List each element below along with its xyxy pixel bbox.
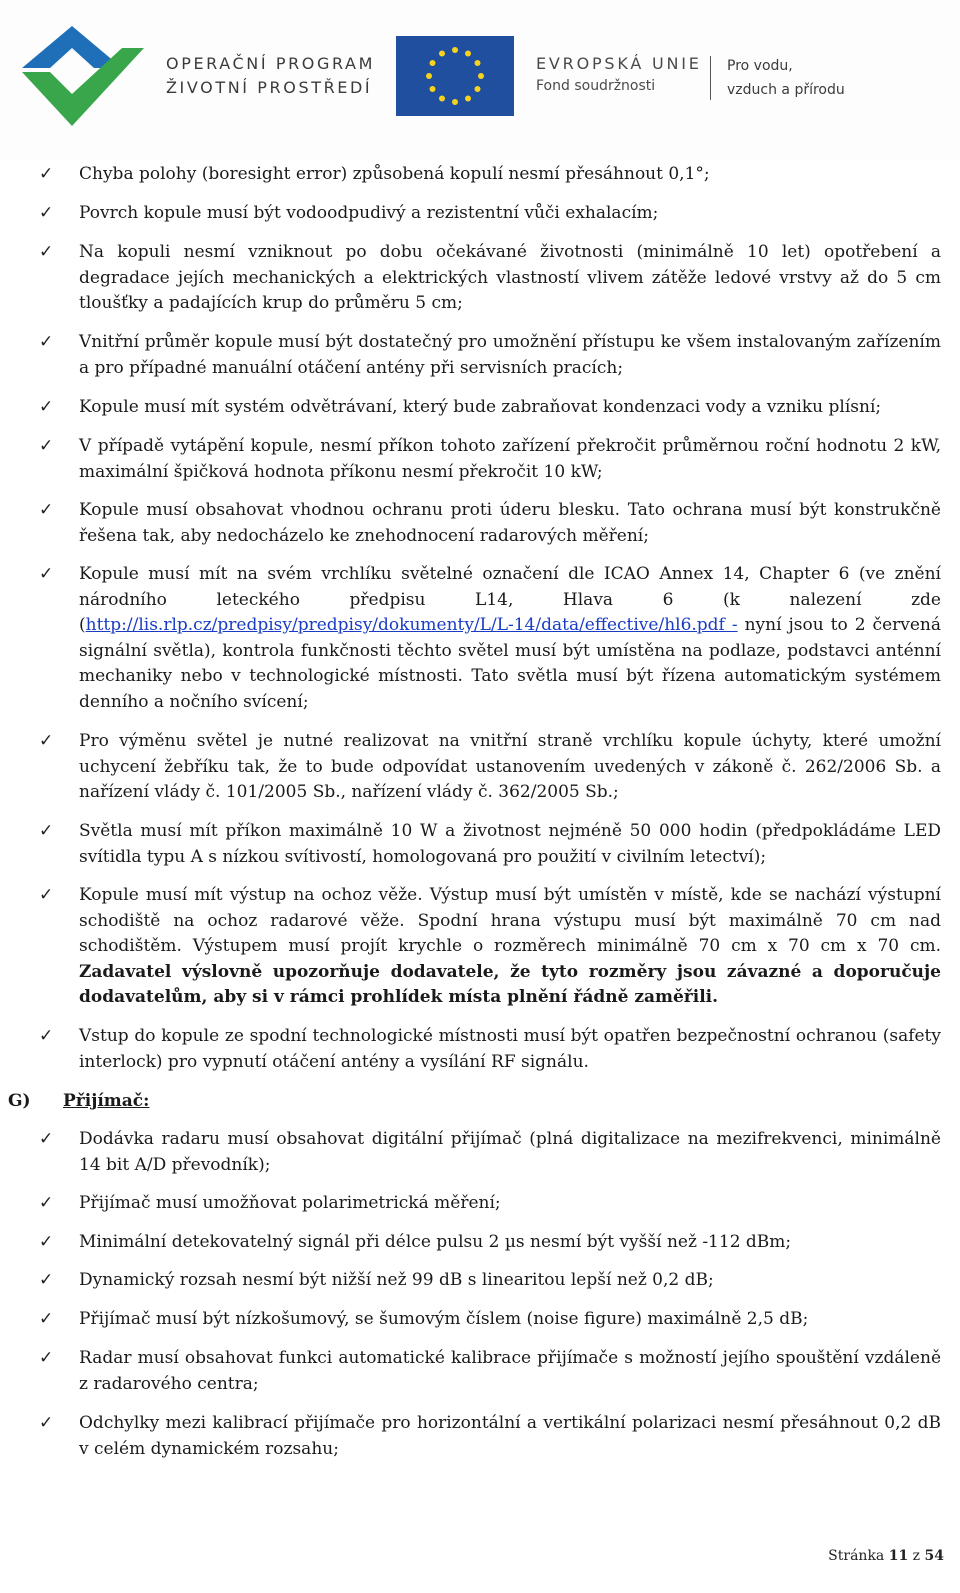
list-item: ✓ Minimální detekovatelný signál při délce pulsu 2 µs nesmí být vyšší než -112 dBm;	[79, 1230, 941, 1256]
op-program-name	[166, 52, 375, 100]
section-heading	[8, 1088, 149, 1114]
section-letter: G)	[8, 1091, 31, 1111]
checkmark-icon: ✓	[39, 164, 54, 184]
slogan	[727, 54, 845, 102]
op-zp-logo	[22, 26, 144, 126]
checkmark-icon: ✓	[39, 731, 54, 751]
eu-fund: Fond soudržnosti	[536, 78, 656, 94]
list-item: ✓ Kopule musí mít systém odvětrávaní, který bude zabraňovat kondenzaci vody a vzniku plísní;	[79, 395, 941, 421]
list-item: ✓ Na kopuli nesmí vzniknout po dobu očekávané životnosti (minimálně 10 let) opotřebení a degradace jejích mechanických a elektrických vlastností vlivem zátěže ledové vrstvy až do 5 cm tloušťky a padajících krup do průměru 5 cm;	[39, 242, 941, 313]
list-item: ✓ Pro výměnu světel je nutné realizovat na vnitřní straně vrchlíku kopule úchyty, které umožní uchycení žebříku tak, že to bude odpovídat ustanovením uvedených v zákoně č. 262/2006 Sb. a nařízení vlády č. 101/2005 Sb., nařízení vlády č. 362/2005 Sb.;	[39, 731, 941, 802]
bold-notice: Zadavatel výslovně upozorňuje dodavatele, že tyto rozměry jsou závazné a doporučuje dodavatelům, aby si v rámci prohlídek místa plnění řádně zaměřili.	[79, 961, 941, 1007]
checkmark-icon: ✓	[39, 436, 54, 456]
page-number	[828, 1548, 944, 1564]
checkmark-icon: ✓	[39, 500, 54, 520]
checkmark-icon: ✓	[39, 564, 54, 584]
checkmark-icon: ✓	[39, 397, 54, 417]
eu-fund-text	[536, 52, 702, 94]
checkmark-icon: ✓	[39, 332, 54, 352]
list-item: ✓ Odchylky mezi kalibrací přijímače pro horizontální a vertikální polarizaci nesmí přesáhnout 0,2 dB v celém dynamickém rozsahu;	[39, 1413, 941, 1459]
list-item: ✓ V případě vytápění kopule, nesmí příkon tohoto zařízení překročit průměrnou roční hodnotu 2 kW, maximální špičková hodnota příkonu nesmí překročit 10 kW;	[39, 436, 941, 482]
list-item: ✓ Vstup do kopule ze spodní technologické místnosti musí být opatřen bezpečnostní ochranou (safety interlock) pro vypnutí otáčení antény a vysílání RF signálu.	[39, 1026, 941, 1072]
list-item: ✓ Dynamický rozsah nesmí být nižší než 99 dB s linearitou lepší než 0,2 dB;	[79, 1268, 941, 1294]
checkmark-icon: ✓	[39, 1348, 54, 1368]
slogan-line-1: Pro vodu,	[727, 58, 793, 74]
checkmark-icon: ✓	[39, 1309, 54, 1329]
list-item: ✓ Dodávka radaru musí obsahovat digitální přijímač (plná digitalizace na mezifrekvenci, minimálně 14 bit A/D převodník);	[39, 1129, 941, 1175]
checkmark-icon: ✓	[39, 885, 54, 905]
checkmark-icon: ✓	[39, 1270, 54, 1290]
checkmark-icon: ✓	[39, 242, 54, 262]
checkmark-icon: ✓	[39, 203, 54, 223]
list-item: ✓ Světla musí mít příkon maximálně 10 W a životnost nejméně 50 000 hodin (předpokládáme LED svítidla typu A s nízkou svítivostí, homologovaná pro použití v civilním letectví);	[39, 821, 941, 867]
checkmark-icon: ✓	[39, 1232, 54, 1252]
checkmark-icon: ✓	[39, 1129, 54, 1149]
eu-title: EVROPSKÁ UNIE	[536, 54, 702, 73]
page-of: z	[912, 1548, 921, 1564]
total-pages: 54	[924, 1548, 944, 1564]
page-header	[0, 0, 960, 160]
slogan-line-2: vzduch a přírodu	[727, 82, 845, 98]
checkmark-icon: ✓	[39, 1026, 54, 1046]
list-item: ✓ Radar musí obsahovat funkci automatické kalibrace přijímače s možností jejího spouštění vzdáleně z radarového centra;	[39, 1348, 941, 1394]
list-item: ✓ Přijímač musí být nízkošumový, se šumovým číslem (noise figure) maximálně 2,5 dB;	[79, 1307, 941, 1333]
header-divider	[710, 56, 711, 100]
checkmark-icon: ✓	[39, 821, 54, 841]
list-item: ✓ Vnitřní průměr kopule musí být dostatečný pro umožnění přístupu ke všem instalovaným zařízením a pro případné manuální otáčení antény při servisních pracích;	[39, 332, 941, 378]
checkmark-icon: ✓	[39, 1193, 54, 1213]
page-label: Stránka	[828, 1548, 885, 1564]
section-title: Přijímač:	[63, 1091, 150, 1111]
eu-flag-logo	[396, 36, 514, 116]
list-item: ✓ Chyba polohy (boresight error) způsobená kopulí nesmí přesáhnout 0,1°;	[79, 162, 941, 188]
icao-link[interactable]: http://lis.rlp.cz/predpisy/predpisy/dokumenty/L/L-14/data/effective/hl6.pdf -	[85, 615, 738, 635]
current-page: 11	[888, 1548, 909, 1564]
list-item: ✓ Přijímač musí umožňovat polarimetrická měření;	[79, 1191, 941, 1217]
list-item: ✓ Povrch kopule musí být vodoodpudivý a rezistentní vůči exhalacím;	[79, 201, 941, 227]
list-item-exit: ✓ Kopule musí mít výstup na ochoz věže. Výstup musí být umístěn v místě, kde se nachází výstupní schodiště na ochoz radarové věže. Spodní hrana výstupu musí být maximálně 70 cm nad schodištěm. Výstupem musí projít krychle o rozměrech minimálně 70 cm x 70 cm x 70 cm. Zadavatel výslovně upozorňuje dodavatele, že tyto rozměry jsou závazné a doporučuje dodavatelům, aby si v rámci prohlídek místa plnění řádně zaměřili.	[39, 885, 941, 1007]
op-line-1: OPERAČNÍ PROGRAM	[166, 54, 376, 73]
list-item-icao: ✓ Kopule musí mít na svém vrchlíku světelné označení dle ICAO Annex 14, Chapter 6 (ve znění národního leteckého předpisu L14, Hlava 6 (k nalezení zde (http://lis.rlp.cz/predpisy/predpisy/dokumenty/L/L-14/data/effective/hl6.pdf - nyní jsou to 2 červená signální světla), kontrola funkčnosti těchto světel musí být umístěna na podlaze, podstavci anténní mechaniky nebo v technologické místnosti. Tato světla musí být řízena automatickým systémem denního a nočního svícení;	[39, 564, 941, 712]
list-item: ✓ Kopule musí obsahovat vhodnou ochranu proti úderu blesku. Tato ochrana musí být konstrukčně řešena tak, aby nedocházelo ke znehodnocení radarových měření;	[39, 500, 941, 546]
checkmark-icon: ✓	[39, 1413, 54, 1433]
op-line-2: ŽIVOTNÍ PROSTŘEDÍ	[166, 78, 373, 97]
